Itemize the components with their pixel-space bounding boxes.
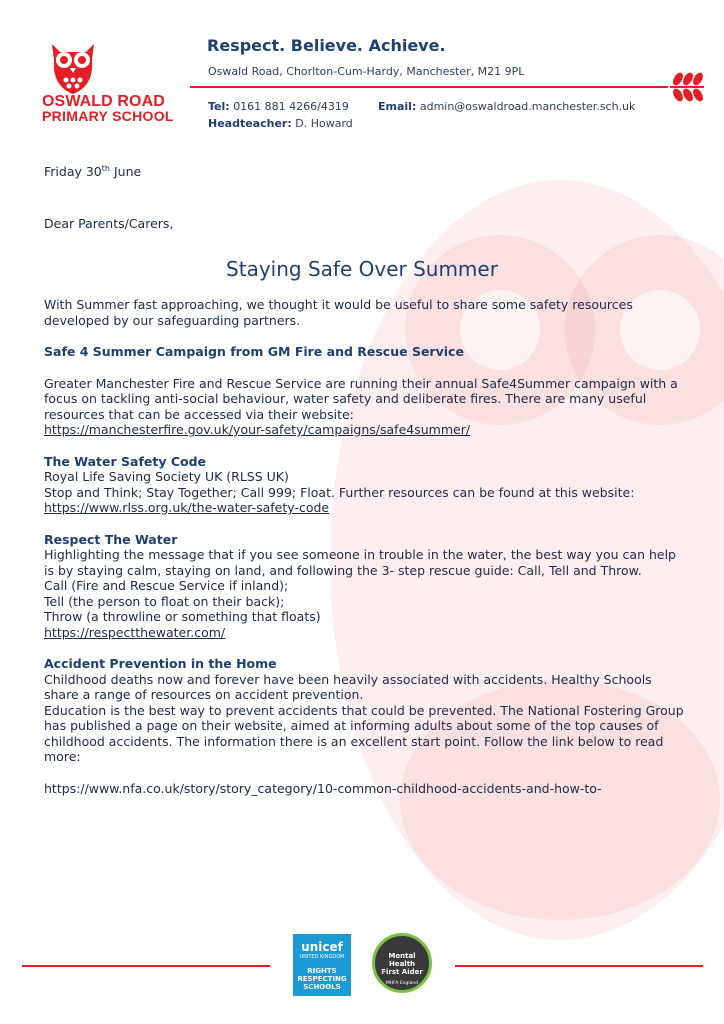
safe4summer-paragraph: Greater Manchester Fire and Rescue Service are running their annual Safe4Summer campaign with a focus on tackling anti-social behaviour, water safety and deliberate fires. There are many useful resources that can be accessed via their website:: [44, 375, 678, 422]
accident-paragraph-1: Childhood deaths now and forever have been heavily associated with accidents. Healthy Schools share a range of resources on accident prevention.: [44, 671, 652, 702]
school-address: Oswald Road, Chorlton-Cum-Hardy, Manchester, M21 9PL: [208, 65, 525, 78]
unicef-sub: UNITED KINGDOM: [299, 954, 345, 960]
footer-line-right: [455, 965, 703, 967]
water-safety-text: Stop and Think; Stay Together; Call 999; Float. Further resources can be found at this website:: [44, 484, 635, 500]
accident-paragraph-2: Education is the best way to prevent accidents that could be prevented. The National Fostering Group has published a page on their website, aimed at informing adults about some of the top causes of childhood accidents. The information there is an excellent start point. Follow the link below to read more:: [44, 702, 684, 764]
head-value: D. Howard: [295, 117, 353, 130]
step-throw: Throw (a throwline or something that floats): [44, 609, 321, 624]
respect-water-link[interactable]: https://respectthewater.com/: [44, 624, 226, 640]
date-suffix: th: [101, 164, 110, 173]
rlss-line: Royal Life Saving Society UK (RLSS UK): [44, 469, 289, 484]
head-label: Headteacher:: [208, 117, 292, 130]
contact-email: [378, 98, 635, 115]
rlss-link[interactable]: https://www.rlss.org.uk/the-water-safety-code: [44, 500, 330, 515]
owl-logo-icon: [42, 38, 104, 96]
mhfa-badge: [372, 933, 432, 993]
letter-greeting: Dear Parents/Carers,: [44, 216, 174, 231]
respect-water-paragraph: Highlighting the message that if you see someone in trouble in the water, the best way you can help is by staying calm, staying on land, and following the 3- step rescue guide: Call, Tell and Throw.: [44, 547, 676, 578]
date-day: Friday 30: [44, 164, 102, 180]
mhfa-line3: MHFA England: [385, 981, 419, 986]
date-month: June: [109, 164, 142, 180]
email-label: Email:: [378, 100, 417, 113]
school-motto: Respect. Believe. Achieve.: [207, 36, 446, 55]
unicef-name: unicef: [301, 940, 343, 954]
section-heading-water-safety-code: The Water Safety Code: [44, 453, 207, 469]
unicef-line3: SCHOOLS: [303, 983, 341, 991]
unicef-line1: RIGHTS: [307, 967, 337, 975]
tel-label: Tel:: [208, 100, 230, 113]
leaf-branch-icon: [666, 70, 706, 102]
section-heading-safe4summer: Safe 4 Summer Campaign from GM Fire and Rescue Service: [44, 344, 464, 359]
school-name-line2: PRIMARY SCHOOL: [42, 108, 174, 124]
school-name-line1: OSWALD ROAD: [42, 93, 165, 110]
letter-date: [44, 164, 141, 179]
mhfa-line1: Mental Health: [388, 952, 416, 968]
letter-body: [44, 297, 684, 796]
footer-line-left: [22, 965, 270, 967]
school-name: [42, 94, 192, 124]
nfa-link[interactable]: https://www.nfa.co.uk/story/story_category/10-common-childhood-accidents-and-how-to-: [44, 780, 602, 796]
step-tell: Tell (the person to float on their back);: [44, 593, 285, 609]
header-divider: [190, 86, 668, 88]
step-call: Call (Fire and Rescue Service if inland);: [44, 578, 289, 593]
letter-title: Staying Safe Over Summer: [226, 257, 498, 281]
tel-value: 0161 881 4266/4319: [233, 100, 349, 113]
mhfa-line2: First Aider: [381, 968, 423, 976]
intro-paragraph: With Summer fast approaching, we thought it would be useful to share some safety resources developed by our safeguarding partners.: [44, 297, 633, 328]
section-heading-respect-the-water: Respect The Water: [44, 531, 178, 547]
safe4summer-link[interactable]: https://manchesterfire.gov.uk/your-safety/campaigns/safe4summer/: [44, 422, 471, 437]
unicef-line2: RESPECTING: [297, 975, 347, 983]
contact-phone-head: [208, 98, 353, 132]
unicef-rrs-badge: [293, 934, 351, 996]
section-heading-accident-prevention: Accident Prevention in the Home: [44, 656, 277, 671]
water-safety-paragraph: [44, 485, 684, 516]
email-value: admin@oswaldroad.manchester.sch.uk: [419, 100, 636, 113]
